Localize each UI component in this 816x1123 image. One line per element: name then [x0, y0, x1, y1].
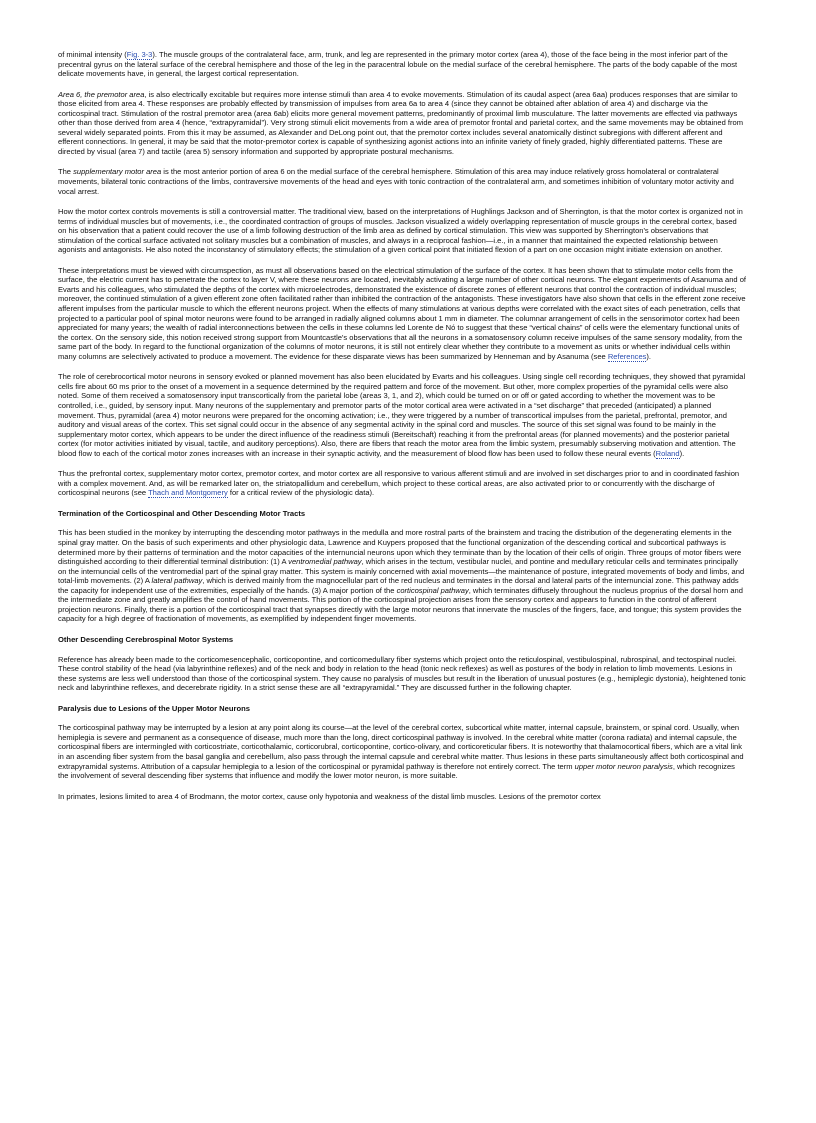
text: , is also electrically excitable but requires more intense stimuli than area 4 to evoke movements. Stimulation of its caudal aspect (area 6aa) produces responses that are similar to those elicited from area 4. These responses are probably effected by transmission of impulses from area 6a to area 4 (since they cannot be obtained after ablation of area 4) and discharge via the corticospinal tract. Stimulation of the rostral premotor area (area 6ab) elicits more general movement patterns, predominantly of proximal limb musculature. The latter movements are effected via pathways other than those derived from area 4 (hence, “extrapyramidal”). Very strong stimuli elicit movements from a wide area of premotor frontal and parietal cortex, and the same movements may be obtained from several widely separated points. From this it may be assumed, as Alexander and DeLong point out, that the premotor cortex includes several anatomically distinct subregions with different afferent and efferent connections. In general, it may be said that the motor-premotor cortex is capable of synthesizing agonist actions into an infinite variety of finely graded, highly differentiated patterns. These are directed by visual (area 7) and tactile (area 5) sensory information and supported by appropriate postural mechanisms.: [58, 89, 743, 156]
thach-montgomery-link[interactable]: Thach and Montgomery: [148, 488, 228, 498]
text: ).: [679, 448, 685, 458]
italic-term: lateral pathway: [151, 576, 203, 586]
text: This has been studied in the monkey by interrupting the descending motor pathways in the medulla and more rostral parts of the brainstem and tracing the distribution of the degenerating elements in the spinal gray matter. On the basis of such experiments and other physiologic data, Lawrence and Kuypers proposed that the functional organization of the descending cortical and subcortical pathways is determined more by their patterns of termination and the motor capacities of the internuncial neurons upon which they terminate than by the location of their cells of origin. Three groups of motor fibers were distinguished according to their differential terminal distribution: (1) A: [58, 528, 742, 567]
text: The corticospinal pathway may be interrupted by a lesion at any point along its course—at the level of the cerebral cortex, subcortical white matter, internal capsule, brainstem, or spinal cord. Usually, when hemiplegia is severe and permanent as a consequence of disease, much more than the long, direct corticospinal pathway is involved. In the cerebral white matter (corona radiata) and internal capsule, the corticospinal fibers are intermingled with corticostriate, corticothalamic, corticorubral, corticopontine, cortico-olivary, and corticoreticular fibers. It is noteworthy that thalamocortical fibers, which are a vital link in an ascending fiber system from the basal ganglia and cerebellum, also pass through the internal capsule and cerebral white matter. Thus lesions in these parts simultaneously affect both corticospinal and extrapyramidal systems. Attribution of a capsular hemiplegia to a lesion of the corticospinal or pyramidal pathway is therefore not entirely correct. The term: [58, 723, 744, 771]
paragraph-other-descending: [58, 655, 746, 693]
paragraph-termination: [58, 528, 746, 623]
section-heading-paralysis: Paralysis due to Lesions of the Upper Motor Neurons: [58, 703, 250, 713]
text: , which is derived mainly from the magnocellular part of the red nucleus and terminates in the dorsal and lateral parts of the internuncial zone. This pathway adds the capacity for independent use of the extremities, especially of the hands. (3) A major portion of the: [58, 576, 739, 595]
paragraph-supplementary-motor-area: [58, 167, 746, 196]
paragraph-paralysis: [58, 723, 746, 780]
paragraph-microelectrode-studies: [58, 266, 746, 361]
text: is the most anterior portion of area 6 on the medial surface of the cerebral hemisphere. Stimulation of this area may induce relatively gross homolateral or contralateral movements, bilateral tonic contractions of the limbs, contraversive movements of the head and eyes with tonic contraction of the contralateral arm, and sometimes inhibition of voluntary motor activity and vocal arrest.: [58, 167, 734, 196]
paragraph-cerebrocortical-neurons: [58, 372, 746, 458]
text: These interpretations must be viewed with circumspection, as must all observations based on the electrical stimulation of the surface of the cortex. It has been shown that to stimulate motor cells from the surface, the electric current has to penetrate the cortex to layer V, where these neurons are located, inevitably activating a large number of other cortical neurons. The elegant experiments of Asanuma and of Evarts and his colleagues, who stimulated the depths of the cortex with microelectrodes, demonstrated the existence of discrete zones of efferent neurons that control the contraction of individual muscles; moreover, the continued stimulation of a given efferent zone often facilitated rather than inhibited the contraction of the antagonists. These investigators have also shown that cells in the efferent zone receive afferent impulses from the particular muscle to which the efferent neurons project. When the effects of many stimulations at various depths were correlated with the exact sites of each penetration, cells that projected to a particular pool of spinal motor neurons were found to be arranged in radially aligned columns about 1 mm in diameter. The columnar arrangement of cells in the sensorimotor cortex had been appreciated for many years; the wealth of radial interconnections between the cells in these columns led Lorente de Nó to suggest that these “vertical chains” of cells were the elementary functional units of the cortex. On the sensory side, this notion received strong support from Mountcastle's observations that all the neurons in a somatosensory column receive impulses of the same sensory modality, from the same part of the body. In regard to the functional organization of the columns of motor neurons, it is still not entirely clear whether they contribute to a movement as units or whether individual cells within many columns are selectively activated to produce a movement. The evidence for these disparate views has been summarized by Henneman and by Asanuma (see: [58, 265, 747, 361]
text: , which arises in the tectum, vestibular nuclei, and pontine and medullary reticular cells and terminates principally on the internuncial cells of the ventromedial part of the spinal gray matter. This system is mainly concerned with axial movements—the maintenance of posture, integrated movements of body and limbs, and total-limb movements. (2) A: [58, 557, 745, 586]
paragraph-motor-cortex-representation: [58, 50, 746, 79]
italic-term: corticospinal pathway: [396, 585, 469, 595]
figure-link-fig-3-3[interactable]: Fig. 3-3: [126, 50, 153, 59]
italic-term: ventromedial pathway: [288, 557, 362, 567]
text: for a critical review of the physiologic data).: [227, 488, 375, 498]
text: Thus the prefrontal cortex, supplementary motor cortex, premotor cortex, and motor cortex are all responsive to various afferent stimuli and are involved in set discharges prior to and in coordinated fashion with a complex movement. And, as will be remarked later on, the striatopallidum and cerebellum, which project to these cortical areas, are also activated prior to or concurrently with the discharge of corticospinal neurons (see: [58, 469, 740, 498]
text: ).: [646, 351, 652, 361]
text: ). The muscle groups of the contralateral face, arm, trunk, and leg are represented in the primary motor cortex (area 4), those of the face being in the most inferior part of the precentral gyrus on the lateral surface of the cerebral hemisphere and those of the leg in the paracentral lobule on the medial surface of the cerebral hemisphere. The parts of the body capable of the most delicate movements have, in general, the largest cortical representation.: [58, 50, 738, 79]
paragraph-prefrontal-summary: [58, 469, 746, 498]
references-link[interactable]: References: [607, 351, 647, 361]
roland-link[interactable]: Roland: [655, 448, 680, 458]
text: of minimal intensity (: [58, 50, 127, 59]
paragraph-motor-control-controversy: [58, 207, 746, 255]
text: Reference has already been made to the corticomesencephalic, corticopontine, and corticomedullary fiber systems which project onto the reticulospinal, vestibulospinal, rubrospinal, and tectospinal nuclei. These control stability of the head (via labyrinthine reflexes) and of the neck and body in relation to the head (tonic neck reflexes) as well as postures of the body in relation to limb movements. Lesions in these systems are less well understood than those of the corticospinal system. They cause no paralysis of muscles but result in the liberation of unusual postures (e.g., hemiplegic dystonia), heightened tonic neck and labyrinthine reflexes, and decerebrate rigidity. In a strict sense these are all “extrapyramidal.” They are discussed further in the following chapter.: [58, 654, 746, 693]
text: , which terminates diffusely throughout the nucleus proprius of the dorsal horn and the intermediate zone and greatly amplifies the control of hand movements. This portion of the corticospinal projection arises from the sensory cortex and appears to function in the control of afferent projection neurons. Finally, there is a portion of the corticospinal tract that synapses directly with the large motor neurons that innervate the muscles of the fingers, face, and tongue; this system provides the capacity for a high degree of fractionation of movements, as exemplified by independent finger movements.: [58, 585, 743, 624]
section-heading-termination: Termination of the Corticospinal and Other Descending Motor Tracts: [58, 508, 306, 518]
italic-term: upper motor neuron paralysis: [574, 761, 673, 771]
text: The: [58, 167, 74, 177]
text: How the motor cortex controls movements is still a controversial matter. The traditional view, based on the interpretations of Hughlings Jackson and of Sherrington, is that the motor cortex is organized not in terms of individual muscles but of movements, i.e., the coordinated contraction of groups of muscles. Jackson visualized a widely overlapping representation of muscle groups in the cerebral cortex, based on his observation that a patient could recover the use of a limb following destruction of the limb area as defined by cortical stimulation. This view was supported by Sherrington's observations that stimulation of the cortical surface activated not solitary muscles but a combination of muscles, and always in a reciprocal fashion—i.e., in a manner that maintained the expected relationship between agonists and antagonists. He also noted the inconstancy of stimulatory effects; the stimulation of a given cortical point that initiated flexion of a part on one occasion might initiate extension on another.: [58, 207, 743, 255]
paragraph-primate-lesions: [58, 792, 746, 802]
italic-term: Area 6, the premotor area: [58, 89, 145, 99]
text: , which recognizes the involvement of several descending fiber systems that influence and modify the lower motor neuron, is more suitable.: [58, 761, 735, 781]
italic-term: supplementary motor area: [73, 167, 162, 177]
text: In primates, lesions limited to area 4 of Brodmann, the motor cortex, cause only hypotonia and weakness of the distal limb muscles. Lesions of the premotor cortex: [58, 791, 601, 801]
text: The role of cerebrocortical motor neurons in sensory evoked or planned movement has also been elucidated by Evarts and his colleagues. Using single cell recording techniques, they showed that pyramidal cells fire about 60 ms prior to the onset of a movement in a sequence determined by the required pattern and force of the movement. But other, more complex properties of the pyramidal cells were also noted. Some of them received a somatosensory input transcortically from the parietal lobe (areas 3, 1, and 2), which could be turned on or off or gated according to whether the movement was to be controlled, i.e., guided, by sensory input. Many neurons of the supplementary and premotor parts of the motor cortical area were activated in a “set discharge” that preceded (anticipated) a planned movement. Thus, pyramidal (area 4) motor neurons were prepared for the oncoming activation; i.e., they were triggered by a number of transcortical impulses from the parietal, prefrontal, premotor, and auditory and visual areas of the cortex. This set signal could occur in the absence of any segmental activity in the spinal cord and muscles. The source of this set signal was found to be mainly in the supplementary motor cortex, which appears to be under the direct influence of the readiness stimuli (Bereitschaft) reaching it from the prefrontal areas (for planned movements) and the posterior parietal cortex (for motor activities initiated by visual, tactile, and auditory perceptions). Also, there are fibers that reach the motor area from the limbic system, presumably subserving motivation and attention. The blood flow to each of the cortical motor zones increases with an increase in their synaptic activity, and the measurement of blood flow has been used to follow these neural events (: [58, 372, 746, 458]
paragraph-premotor-area: [58, 90, 746, 157]
section-heading-other-descending: Other Descending Cerebrospinal Motor Systems: [58, 634, 234, 644]
